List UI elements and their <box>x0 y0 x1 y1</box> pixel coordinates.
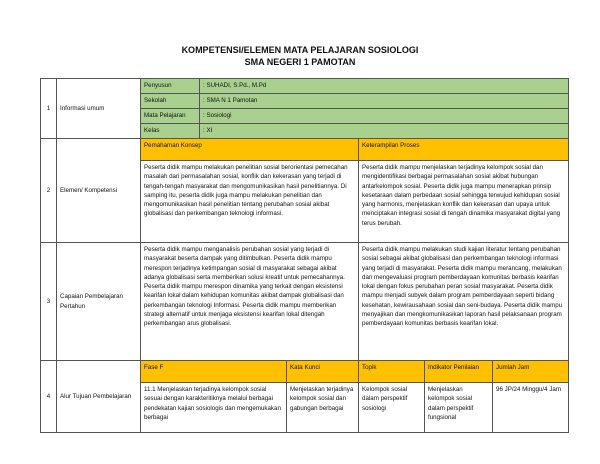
process-text: Peserta didik mampu menjelaskan terjadinya kelompok sosial dan mengidentifikasi berbagai permasalahan sosial akibat hubungan antarkelompok sosial. Peserta didik juga mampu menerapkan prinsip kesetaraan dalam perbedaan sosial sehingga terwujud kehidupan sosial yang harmonis, menjelaskan konflik dan kekerasan dan upaya untuk menciptakan integrasi sosial di tengah dinamika masyarakat digital yang terus berubah. <box>359 161 569 243</box>
row-label-learning-flow: Alur Tujuan Pembelajaran <box>57 361 141 433</box>
row-number: 3 <box>41 243 57 361</box>
row-number: 1 <box>41 79 57 139</box>
school-name: SMA NEGERI 1 PAMOTAN <box>244 57 356 67</box>
info-value: : Sosiologi <box>200 109 569 124</box>
info-key: Kelas <box>141 124 200 139</box>
row-number: 4 <box>41 361 57 433</box>
row-label-general-info: Informasi umum <box>57 79 141 139</box>
keyword-cell: Menjelaskan terjadinya kelompok sosial dan gabungan berbagai <box>287 383 359 433</box>
info-value: : SUHADI, S.Pd., M.Pd <box>200 79 569 94</box>
row-label-learning-outcomes: Capaian Pembelajaran Pertahun <box>57 243 141 361</box>
info-key: Penyusun <box>141 79 200 94</box>
table-row <box>41 79 569 94</box>
header-concept: Pemahaman Konsep <box>141 139 359 161</box>
header-phase: Fase F <box>141 361 287 383</box>
competency-table <box>40 78 569 433</box>
info-value: : XI <box>200 124 569 139</box>
info-key: Sekolah <box>141 94 200 109</box>
info-key: Mata Pelajaran <box>141 109 200 124</box>
indicator-cell: Menjelaskan kelompok sosial dalam perspektif fungsional <box>425 383 493 433</box>
table-row <box>41 139 569 161</box>
header-keyword: Kata Kunci <box>287 361 359 383</box>
header-assessment-indicator: Indikator Penilaian <box>425 361 493 383</box>
info-value: : SMA N 1 Pamotan <box>200 94 569 109</box>
phase-cell: 11.1 Menjelaskan terjadinya kelompok sosial sesuai dengan karakteritiknya melalui berbagai pendekatan kajian sosiologis dan mengemukakan berbagai <box>141 383 287 433</box>
table-row <box>41 361 569 383</box>
header-process-skills: Keterampilan Proses <box>359 139 569 161</box>
hours-cell: 96 JP/24 Minggu/4 Jam <box>493 383 569 433</box>
outcomes-process-text: Peserta didik mampu melakukan studi kajian literatur tentang perubahan sosial sebagai akibat globalisasi dan perkembangan teknologi informasi yang terjadi di masyarakat. Peserta didik mampu merancang, melakukan dan mengevaluasi program pemberdayaan komunitas berbasis kearifan lokal dengan fokus perubahan peran sosial masyarakat. Peserta didik mampu menjadi subyek dalam program pemberdayaan seperti bidang kesehatan, kewirausahaan sosial dan seni-budaya. Peserta didik mampu menyajikan dan mengkomunikasikan laporan hasil pelaksanaan program pemberdayaan komunitas berbasis kearifan lokal. <box>359 243 569 361</box>
row-number: 2 <box>41 139 57 243</box>
header-topic: Topik <box>359 361 425 383</box>
header-hours: Jumlah Jam <box>493 361 569 383</box>
row-label-competency: Elemen/ Kompetensi <box>57 139 141 243</box>
concept-text: Peserta didik mampu melakukan penelitian sosial berorientasi pemecahan masalah dari permasalahan sosial, konflik dan kekerasan yang terjadi di tengah-tengah masyarakat dan mengomunikasikan hasil penelitiannya. Di samping itu, peserta didik juga mampu melakukan penelitian dan mengomunikasikan hasil penelitian tentang perubahan sosial akibat globalisasi dan perkembangan teknologi informasi. <box>141 161 359 243</box>
document-title: KOMPETENSI/ELEMEN MATA PELAJARAN SOSIOLOGI <box>181 45 419 55</box>
table-row <box>41 243 569 361</box>
topic-cell: Kelompok sosial dalam perspektif sosiologi <box>359 383 425 433</box>
outcomes-concept-text: Peserta didik mampu menganalisis perubahan sosial yang terjadi di masyarakat beserta dampak yang ditimbulkan. Peserta didik mampu merespon terjadinya ketimpangan sosial di masyarakat sebagai akibat adanya globalisasi serta memberikan solusi kreatif untuk pemecahannya. Peserta didik mampu merespon dinamika yang terkait dengan eksistensi kearifan lokal dalam kehidupan komunitas akibat dampak globalisasi dan perkembangan teknologi Informasi. Peserta didik mampu memberikan strategi alternatif untuk menjaga eksistensi kearifan lokal ditengah perkembangan arus globalisasi. <box>141 243 359 361</box>
